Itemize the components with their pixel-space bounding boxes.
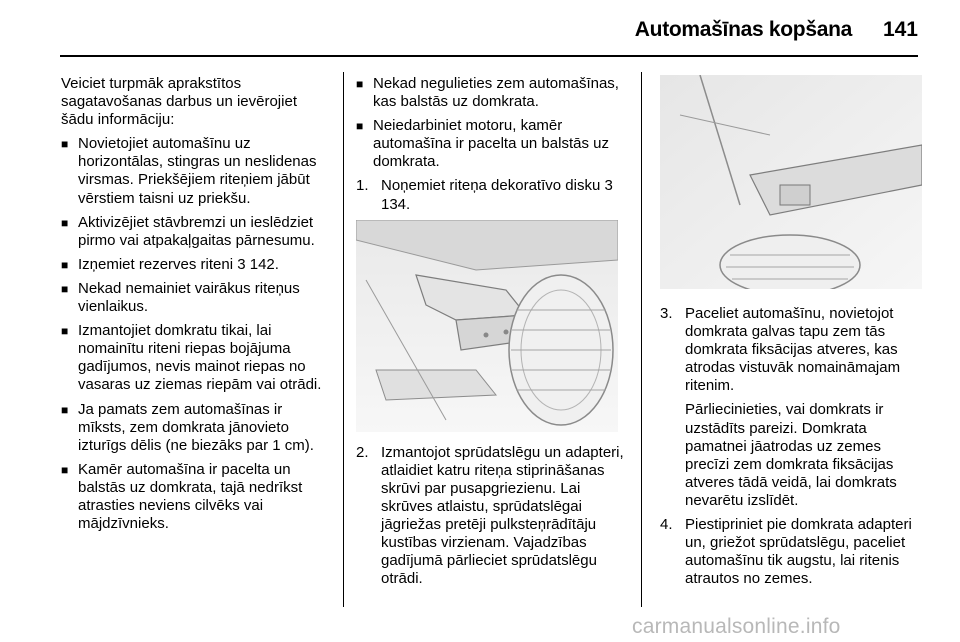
bullet-item: ■ Nekad negulieties zem automašīnas, kas balstās uz domkrata. — [356, 75, 628, 111]
column-2 — [356, 75, 628, 594]
intro-paragraph: Veiciet turpmāk aprakstītos sagatavošanas darbus un ievērojiet šādu informāciju: — [61, 75, 297, 129]
column-divider-1 — [343, 72, 344, 607]
step-1 — [356, 177, 628, 213]
bullet-item: ■ Aktivizējiet stāvbremzi un ieslēdziet pirmo vai atpakaļgaitas pārnesumu. — [61, 214, 331, 250]
step-text: Izmantojot sprūdatslēgu un adapteri, atlaidiet katru riteņa stiprināšanas skrūvi par pusapgriezienu. Lai skrūves atlaistu, sprūdatslēgai jāgriežas pretēji pulksteņrādītāju kustības virzienam. Vajadzības gadījumā pārlieciet sprūdatslēgu otrādi. — [381, 443, 624, 588]
bullet-item: ■ Izmantojiet domkratu tikai, lai nomainītu riteni riepas bojājuma gadījumos, nevis mainot riepas no vasaras uz ziemas riepām vai otrādi. — [61, 322, 331, 394]
step-number: 3. — [660, 305, 673, 322]
step-3-note: Pārliecinieties, vai domkrats ir uzstādīts pareizi. Domkrata pamatnei jāatrodas uz zemes precīzi zem domkrata fiksācijas atveres tādā veidā, lai domkrats nevarētu izslīdēt. — [685, 401, 897, 509]
page-number: 141 — [882, 18, 918, 41]
section-title: Automašīnas kopšana — [634, 18, 852, 41]
step-text: Paceliet automašīnu, novietojot domkrata galvas tapu zem tās domkrata fiksācijas atveres, kas atrodas vistuvāk nomaināmajam ritenim. — [685, 305, 901, 395]
watermark: carmanualsonline.info — [632, 615, 841, 638]
step-4 — [660, 516, 928, 588]
column-1 — [61, 75, 331, 539]
step-text: Piestipriniet pie domkrata adapteri un, griežot sprūdatslēgu, paceliet automašīnu tik augstu, lai ritenis atrautos no zemes. — [685, 516, 912, 588]
step-2 — [356, 444, 628, 589]
column-3 — [660, 75, 928, 594]
column-divider-2 — [641, 72, 642, 607]
bullet-item: ■ Novietojiet automašīnu uz horizontālas, stingras un neslidenas virsmas. Priekšējiem riteņiem jābūt vērstiem taisni uz priekšu. — [61, 135, 331, 207]
step-number: 4. — [660, 516, 673, 534]
bullet-item: ■ Nekad nemainiet vairākus riteņus vienlaikus. — [61, 280, 331, 316]
step-number: 2. — [356, 443, 369, 461]
wheel-cover-illustration — [356, 220, 618, 432]
bullet-item: ■ Izņemiet rezerves riteni 3 142. — [61, 256, 331, 274]
step-text: Noņemiet riteņa dekoratīvo disku 3 134. — [381, 177, 613, 213]
step-number: 1. — [356, 177, 369, 195]
step-3 — [660, 305, 928, 395]
bullet-item: ■ Kamēr automašīna ir pacelta un balstās uz domkrata, tajā nedrīkst atrasties neviens cilvēks vai mājdzīvnieks. — [61, 461, 331, 533]
bullet-item: ■ Neiedarbiniet motoru, kamēr automašīna ir pacelta un balstās uz domkrata. — [356, 117, 628, 171]
bullet-item: ■ Ja pamats zem automašīnas ir mīksts, zem domkrata jānovieto izturīgs dēlis (ne biezāks par 1 cm). — [61, 401, 331, 455]
jack-position-illustration — [660, 75, 922, 289]
page-header — [0, 0, 960, 56]
header-rule — [60, 55, 918, 57]
